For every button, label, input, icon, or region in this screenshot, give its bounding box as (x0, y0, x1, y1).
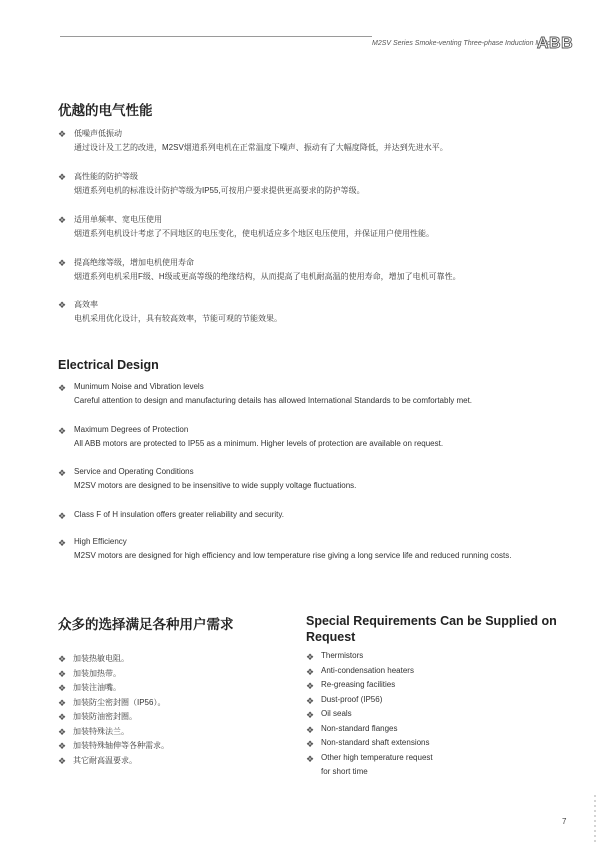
cn-req-list-text: 加装防油密封圈。 (73, 712, 137, 721)
diamond-bullet-icon: ❖ (58, 755, 67, 766)
cn-design-item-body: 通过设计及工艺的改进，M2SV烟道系列电机在正常温度下噪声、振动有了大幅度降低，并达到先进水平。 (74, 143, 448, 152)
cn-design-heading: 优越的电气性能 (58, 103, 153, 118)
en-requirements-heading: Special Requirements Can be Supplied on Request (306, 614, 557, 644)
cn-req-list-item (58, 697, 278, 712)
cn-design-item-body: 烟道系列电机设计考虑了不同地区的电压变化，使电机适应多个地区电压使用，并保证用户使用性能。 (74, 229, 434, 238)
cn-req-list-item (58, 668, 278, 683)
cn-req-list-text: 加装特殊法兰。 (73, 726, 129, 736)
en-design-item (58, 510, 578, 538)
cn-design-item-title: 提高绝缘等级，增加电机使用寿命 (74, 258, 194, 267)
cn-design-item-body: 烟道系列电机采用F级、H级或更高等级的绝缘结构，从而提高了电机耐高温的使用寿命，增加了电机可靠性。 (74, 272, 461, 281)
diamond-bullet-icon: ❖ (58, 258, 67, 268)
cn-design-item-title: 适用单频率、宽电压使用 (74, 215, 162, 224)
diamond-bullet-icon: ❖ (58, 538, 67, 548)
en-req-list-item (306, 709, 566, 724)
diamond-bullet-icon: ❖ (58, 697, 67, 708)
en-design-item (58, 537, 578, 565)
en-req-list-text: Dust-proof (IP56) (321, 694, 383, 704)
diamond-bullet-icon: ❖ (306, 724, 315, 735)
cn-design-item-title: 低噪声低振动 (74, 129, 122, 138)
cn-req-list-item (58, 755, 278, 770)
en-req-list-item (306, 767, 566, 782)
en-req-list-text: Non-standard shaft extensions (321, 738, 430, 747)
diamond-bullet-icon: ❖ (58, 741, 67, 751)
cn-req-list-item (58, 726, 278, 741)
en-design-item-title: Class F of H insulation offers greater reliability and security. (74, 510, 285, 519)
en-design-item (58, 382, 578, 410)
en-requirements-list (306, 651, 566, 782)
diamond-bullet-icon: ❖ (58, 683, 67, 693)
cn-req-list-text: 加装热敏电阻。 (73, 654, 129, 663)
diamond-bullet-icon: ❖ (306, 710, 315, 720)
en-req-list-text: Thermistors (321, 651, 364, 660)
header-title: M2SV Series Smoke-venting Three-phase Induction Motors (372, 40, 557, 47)
en-req-list-item (306, 753, 566, 768)
diamond-bullet-icon: ❖ (58, 468, 67, 478)
cn-design-item-title: 高效率 (74, 300, 98, 309)
diamond-bullet-icon: ❖ (58, 300, 67, 310)
cn-design-item (58, 171, 578, 199)
cn-req-list-text: 加装防尘密封圈（IP56）。 (73, 697, 166, 707)
diamond-bullet-icon: ❖ (306, 753, 315, 764)
cn-req-list-text: 加装注油嘴。 (73, 683, 121, 692)
en-design-item-body: M2SV motors are designed for high efficiency and low temperature rise giving a long service life and reduced running costs. (74, 551, 512, 560)
en-design-item (58, 425, 578, 453)
en-req-list-item (306, 651, 566, 666)
en-design-item-body: Careful attention to design and manufacturing details has allowed International Standards to be comfortably met. (74, 396, 473, 405)
diamond-bullet-icon: ❖ (58, 511, 67, 521)
en-design-item-body: All ABB motors are protected to IP55 as a minimum. Higher levels of protection are available on request. (74, 439, 444, 448)
en-req-list-text: Other high temperature request (321, 752, 433, 762)
cn-design-item (58, 299, 578, 327)
diamond-bullet-icon: ❖ (306, 652, 315, 662)
diamond-bullet-icon: ❖ (306, 666, 315, 677)
cn-design-item-title: 高性能的防护等级 (74, 172, 138, 181)
cn-requirements-list (58, 653, 278, 769)
diamond-bullet-icon: ❖ (306, 739, 315, 749)
cn-req-list-text: 加装特殊轴伸等各种需求。 (73, 741, 169, 750)
en-req-list-item (306, 695, 566, 710)
cn-design-item-body: 电机采用优化设计，具有较高效率，节能可观的节能效果。 (74, 314, 282, 323)
cn-design-item (58, 257, 578, 285)
diamond-bullet-icon: ❖ (58, 654, 67, 664)
en-design-item-title: Maximum Degrees of Protection (74, 425, 189, 434)
cn-design-item-body: 烟道系列电机的标准设计防护等级为IP55,可按用户要求提供更高要求的防护等级。 (74, 186, 365, 195)
diamond-bullet-icon: ❖ (58, 712, 67, 722)
diamond-bullet-icon: ❖ (58, 129, 67, 139)
cn-req-list-text: 加装加热带。 (73, 668, 121, 678)
diamond-bullet-icon: ❖ (306, 681, 315, 691)
diamond-bullet-icon: ❖ (58, 383, 67, 393)
page-number: 7 (562, 817, 567, 826)
diamond-bullet-icon: ❖ (58, 726, 67, 737)
cn-requirements-heading: 众多的选择满足各种用户需求 (58, 617, 234, 632)
en-design-item-body: M2SV motors are designed to be insensitive to wide supply voltage fluctuations. (74, 481, 357, 490)
en-req-list-item (306, 738, 566, 753)
svg-text:ABB: ABB (537, 35, 574, 50)
en-design-item-title: Munimum Noise and Vibration levels (74, 382, 204, 391)
diamond-bullet-icon: ❖ (58, 668, 67, 679)
cn-design-item (58, 128, 578, 156)
margin-marks (594, 795, 596, 845)
cn-req-list-item (58, 682, 278, 697)
cn-req-list-item (58, 653, 278, 668)
diamond-bullet-icon: ❖ (58, 172, 67, 182)
diamond-bullet-icon: ❖ (58, 215, 67, 225)
en-req-list-item (306, 724, 566, 739)
abb-logo (536, 34, 576, 50)
en-design-heading: Electrical Design (58, 358, 159, 372)
cn-req-list-item (58, 711, 278, 726)
en-design-item (58, 467, 578, 495)
cn-req-list-text: 其它耐高温要求。 (73, 755, 137, 765)
diamond-bullet-icon: ❖ (58, 426, 67, 436)
diamond-bullet-icon: ❖ (306, 695, 315, 706)
en-req-list-text: Re-greasing facilities (321, 680, 396, 689)
header-rule (60, 36, 372, 37)
en-req-list-text: Anti-condensation heaters (321, 665, 414, 675)
cn-req-list-item (58, 740, 278, 755)
en-req-list-text: Oil seals (321, 709, 352, 718)
en-req-list-text: for short time (321, 767, 368, 776)
cn-design-item (58, 214, 578, 242)
en-design-item-title: Service and Operating Conditions (74, 467, 194, 476)
en-req-list-item (306, 680, 566, 695)
en-req-list-text: Non-standard flanges (321, 723, 398, 733)
en-design-item-title: High Efficiency (74, 537, 127, 546)
en-req-list-item (306, 666, 566, 681)
